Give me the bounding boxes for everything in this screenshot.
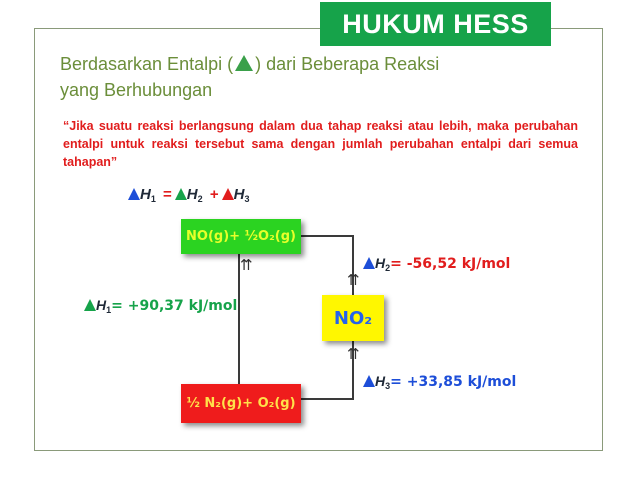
delta-triangle-icon <box>222 188 234 200</box>
slide-title: HUKUM HESS <box>320 2 551 46</box>
delta-triangle-icon <box>128 188 140 200</box>
dh-left-sub: 1 <box>106 305 112 315</box>
box-no2: NO₂ <box>322 295 384 341</box>
subtitle-line2: yang Berhubungan <box>60 80 213 100</box>
delta-triangle-icon <box>175 188 187 200</box>
eq-sub1: 1 <box>150 194 156 204</box>
connector-top-horizontal <box>301 235 353 237</box>
delta-triangle-icon <box>363 257 375 269</box>
eq-h3: H <box>233 186 245 203</box>
eq-h2: H <box>186 186 198 203</box>
dh-top-h: H <box>375 255 386 271</box>
delta-triangle-icon <box>235 55 253 71</box>
dh-bottom-label <box>363 373 516 391</box>
dh-top-label <box>363 255 510 273</box>
subtitle-part1: Berdasarkan Entalpi ( <box>60 54 234 74</box>
arrow-up-icon: ⇈ <box>240 256 253 274</box>
box-no-o2: NO(g)+ ½O₂(g) <box>181 219 301 254</box>
connector-bottom-horizontal <box>301 398 354 400</box>
dh-top-value: = -56,52 kJ/mol <box>390 256 511 272</box>
hess-law-quote: “Jika suatu reaksi berlangsung dalam dua tahap reaksi atau lebih, maka perubahan entalpi untuk reaksi tersebut sama dengan jumlah perubahan entalpi dari semua tahapan” <box>63 119 578 169</box>
eq-equals: = <box>163 186 172 203</box>
hess-equation <box>128 186 249 204</box>
subtitle-part2: ) dari Beberapa Reaksi <box>255 54 440 74</box>
arrow-up-icon: ⇈ <box>347 345 360 363</box>
delta-triangle-icon <box>363 375 375 387</box>
delta-triangle-icon <box>84 299 96 311</box>
dh-bottom-value: = +33,85 kJ/mol <box>390 374 517 390</box>
dh-top-sub: 2 <box>385 263 391 273</box>
dh-bottom-h: H <box>375 373 386 389</box>
arrow-up-icon: ⇈ <box>347 271 360 289</box>
eq-sub2: 2 <box>197 194 203 204</box>
eq-sub3: 3 <box>244 194 250 204</box>
eq-h1: H <box>140 186 151 203</box>
box-n2-o2: ½ N₂(g)+ O₂(g) <box>181 384 301 423</box>
dh-bottom-sub: 3 <box>385 381 391 391</box>
dh-left-label <box>84 297 237 315</box>
eq-plus: + <box>209 186 219 203</box>
dh-left-value: = +90,37 kJ/mol <box>111 298 238 314</box>
slide-subtitle <box>60 51 560 103</box>
dh-left-h: H <box>96 297 107 313</box>
